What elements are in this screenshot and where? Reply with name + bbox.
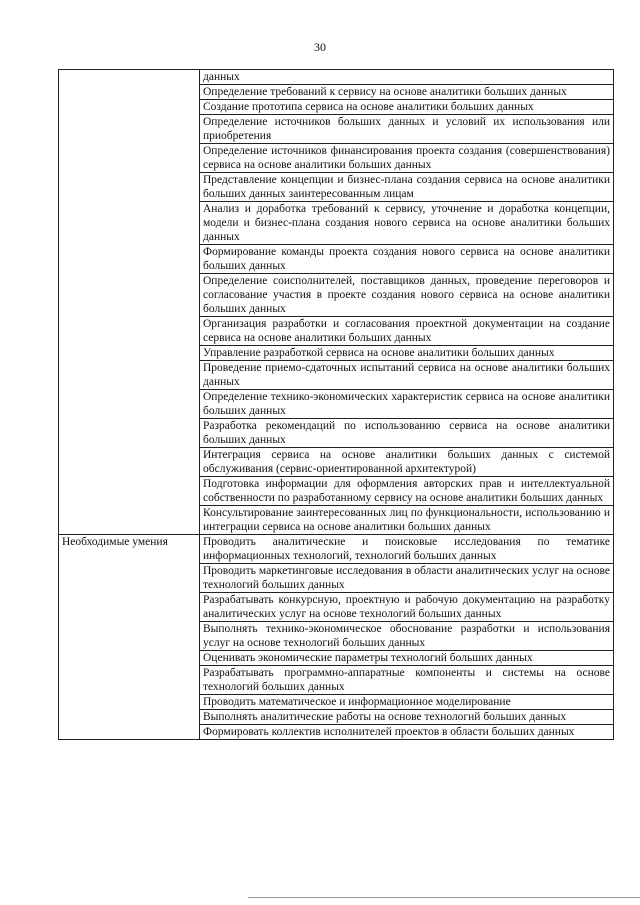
table-cell: Интеграция сервиса на основе аналитики больших данных с системой обслуживания (сервис-ориентированной архитектурой) — [200, 448, 614, 477]
table-cell: Подготовка информации для оформления авторских прав и интеллектуальной собственности по разработанному сервису на основе аналитики больших данных — [200, 477, 614, 506]
table-cell: Разрабатывать программно-аппаратные компоненты и системы на основе технологий больших данных — [200, 666, 614, 695]
table-cell: Определение источников больших данных и условий их использования или приобретения — [200, 115, 614, 144]
table-cell: Проводить маркетинговые исследования в области аналитических услуг на основе технологий больших данных — [200, 564, 614, 593]
table-cell: Определение технико-экономических характеристик сервиса на основе аналитики больших данных — [200, 390, 614, 419]
row-label-empty — [59, 70, 200, 535]
table-cell: Консультирование заинтересованных лиц по функциональности, использованию и интеграции сервиса на основе аналитики больших данных — [200, 506, 614, 535]
table-cell: Формировать коллектив исполнителей проектов в области больших данных — [200, 725, 614, 740]
page-number: 30 — [314, 40, 326, 54]
table-cell: Формирование команды проекта создания нового сервиса на основе аналитики больших данных — [200, 245, 614, 274]
table-cell: Выполнять аналитические работы на основе технологий больших данных — [200, 710, 614, 725]
page-edge-line — [248, 897, 640, 898]
row-label-skills: Необходимые умения — [59, 535, 200, 740]
table-cell: Проведение приемо-сдаточных испытаний сервиса на основе аналитики больших данных — [200, 361, 614, 390]
table-cell: Проводить аналитические и поисковые исследования по тематике информационных технологий, технологий больших данных — [200, 535, 614, 564]
table-row — [59, 70, 614, 85]
table-cell: Представление концепции и бизнес-плана создания сервиса на основе аналитики больших данных заинтересованным лицам — [200, 173, 614, 202]
table-cell: Организация разработки и согласования проектной документации на создание сервиса на основе аналитики больших данных — [200, 317, 614, 346]
table-cell: данных — [200, 70, 614, 85]
table-cell: Проводить математическое и информационное моделирование — [200, 695, 614, 710]
table-cell: Создание прототипа сервиса на основе аналитики больших данных — [200, 100, 614, 115]
table-cell: Оценивать экономические параметры технологий больших данных — [200, 651, 614, 666]
table-cell: Анализ и доработка требований к сервису, уточнение и доработка концепции, модели и бизнес-плана создания нового сервиса на основе аналитики больших данных — [200, 202, 614, 245]
table-cell: Разрабатывать конкурсную, проектную и рабочую документацию на разработку аналитических услуг на основе технологий больших данных — [200, 593, 614, 622]
table-cell: Определение соисполнителей, поставщиков данных, проведение переговоров и согласование участия в проекте создания нового сервиса на основе аналитики больших данных — [200, 274, 614, 317]
competency-table — [58, 69, 614, 740]
table-cell: Определение требований к сервису на основе аналитики больших данных — [200, 85, 614, 100]
table-row — [59, 535, 614, 564]
table-cell: Разработка рекомендаций по использованию сервиса на основе аналитики больших данных — [200, 419, 614, 448]
table-cell: Определение источников финансирования проекта создания (совершенствования) сервиса на основе аналитики больших данных — [200, 144, 614, 173]
table-cell: Выполнять технико-экономическое обоснование разработки и использования услуг на основе технологий больших данных — [200, 622, 614, 651]
table-cell: Управление разработкой сервиса на основе аналитики больших данных — [200, 346, 614, 361]
